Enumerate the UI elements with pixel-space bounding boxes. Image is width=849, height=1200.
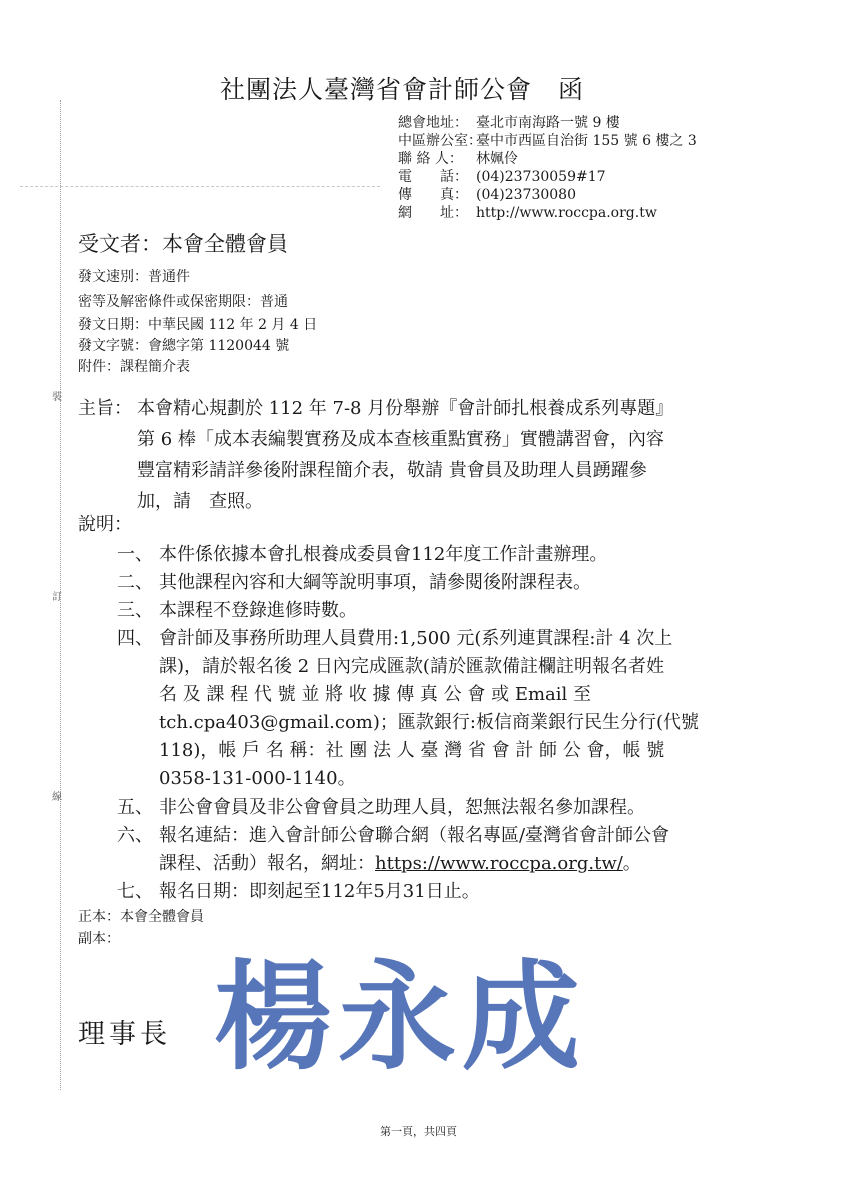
item-line: 118)，帳 戶 名 稱：社 團 法 人 臺 灣 省 會 計 師 公 會，帳 號 bbox=[159, 740, 665, 761]
contact-value: 林姵伶 bbox=[476, 151, 518, 167]
attachment: 附件：課程簡介表 bbox=[78, 359, 190, 375]
item-number: 五、 bbox=[117, 797, 153, 818]
item-line: tch.cpa403@gmail.com)；匯款銀行:板信商業銀行民生分行(代號 bbox=[159, 712, 699, 733]
subject-line: 本會精心規劃於 112 年 7-8 月份舉辦『會計師扎根養成系列專題』 bbox=[137, 398, 674, 419]
contact-row bbox=[398, 168, 606, 186]
document-title: 社團法人臺灣省會計師公會 函 bbox=[220, 75, 585, 104]
item-number: 二、 bbox=[117, 572, 153, 593]
contact-value: http://www.roccpa.org.tw bbox=[476, 205, 657, 221]
contact-row bbox=[398, 204, 657, 222]
contact-value: (04)23730059#17 bbox=[476, 169, 606, 185]
contact-label: 中區辦公室： bbox=[398, 133, 482, 149]
dispatch-date: 發文日期：中華民國 112 年 2 月 4 日 bbox=[78, 317, 318, 333]
contact-label: 總會地址： bbox=[398, 115, 468, 131]
binding-mark-xian: 線 bbox=[52, 792, 62, 803]
item-line: 名 及 課 程 代 號 並 將 收 據 傳 真 公 會 或 Email 至 bbox=[159, 684, 591, 705]
binding-mark-zhuang: 裝 bbox=[52, 392, 62, 403]
item-line: 課)，請於報名後 2 日內完成匯款(請於匯款備註欄註明報名者姓 bbox=[159, 656, 664, 677]
item-line-end: 。 bbox=[622, 853, 641, 874]
binding-mark-ding: 訂 bbox=[52, 592, 62, 603]
item-number: 六、 bbox=[117, 825, 153, 846]
contact-row bbox=[398, 150, 518, 168]
item-line: 報名連結：進入會計師公會聯合網（報名專區/臺灣省會計師公會 bbox=[159, 825, 670, 846]
subject-line: 第 6 棒「成本表編製實務及成本查核重點實務」實體講習會，內容 bbox=[137, 429, 664, 450]
recipient: 受文者：本會全體會員 bbox=[78, 232, 288, 256]
chairman-title: 理事長 bbox=[78, 1019, 171, 1050]
subject-line: 豐富精彩請詳參後附課程簡介表，敬請 貴會員及助理人員踴躍參 bbox=[137, 460, 647, 481]
item-line: 課程、活動）報名，網址： bbox=[159, 853, 375, 874]
item-line: 0358-131-000-1140。 bbox=[159, 768, 356, 789]
item-line: 報名日期：即刻起至112年5月31日止。 bbox=[159, 881, 480, 902]
contact-label: 電 話： bbox=[398, 169, 468, 185]
item-number: 一、 bbox=[117, 544, 153, 565]
contact-label: 傳 真： bbox=[398, 187, 468, 203]
contact-label: 網 址： bbox=[398, 205, 468, 221]
item-number: 七、 bbox=[117, 881, 153, 902]
contact-value: 臺北市南海路一號 9 樓 bbox=[476, 115, 620, 131]
contact-row bbox=[398, 132, 697, 150]
item-line: 本課程不登錄進修時數。 bbox=[159, 600, 357, 621]
contact-value: 臺中市西區自治街 155 號 6 樓之 3 bbox=[476, 133, 697, 149]
contact-label: 聯 絡 人： bbox=[398, 151, 463, 167]
copy-recipients: 副本： bbox=[78, 931, 120, 947]
page-footer: 第一頁，共四頁 bbox=[380, 1125, 457, 1138]
item-number: 三、 bbox=[117, 600, 153, 621]
subject-label: 主旨： bbox=[78, 398, 132, 419]
contact-row bbox=[398, 114, 620, 132]
signature-text: 楊永成 bbox=[213, 950, 587, 1086]
item-line: 本件係依據本會扎根養成委員會112年度工作計畫辦理。 bbox=[159, 544, 608, 565]
registration-link[interactable]: https://www.roccpa.org.tw/ bbox=[375, 853, 623, 874]
item-line: 會計師及事務所助理人員費用:1,500 元(系列連貫課程:計 4 次上 bbox=[159, 628, 673, 649]
item-line: 其他課程內容和大綱等說明事項，請參閱後附課程表。 bbox=[159, 572, 591, 593]
dispatch-number: 發文字號：會總字第 1120044 號 bbox=[78, 338, 290, 354]
dispatch-speed: 發文速別：普通件 bbox=[78, 269, 190, 285]
item-line-with-link bbox=[159, 849, 641, 875]
scan-artifact-line bbox=[20, 186, 380, 187]
contact-value: (04)23730080 bbox=[476, 187, 576, 203]
subject-line: 加，請 查照。 bbox=[137, 491, 263, 512]
explanation-label: 說明： bbox=[78, 514, 132, 535]
original-recipients: 正本：本會全體會員 bbox=[78, 909, 204, 925]
item-line: 非公會會員及非公會會員之助理人員，恕無法報名參加課程。 bbox=[159, 797, 645, 818]
security-level: 密等及解密條件或保密期限：普通 bbox=[78, 294, 288, 310]
contact-row bbox=[398, 186, 576, 204]
chairman-signature-seal bbox=[200, 950, 600, 1090]
item-number: 四、 bbox=[117, 628, 153, 649]
